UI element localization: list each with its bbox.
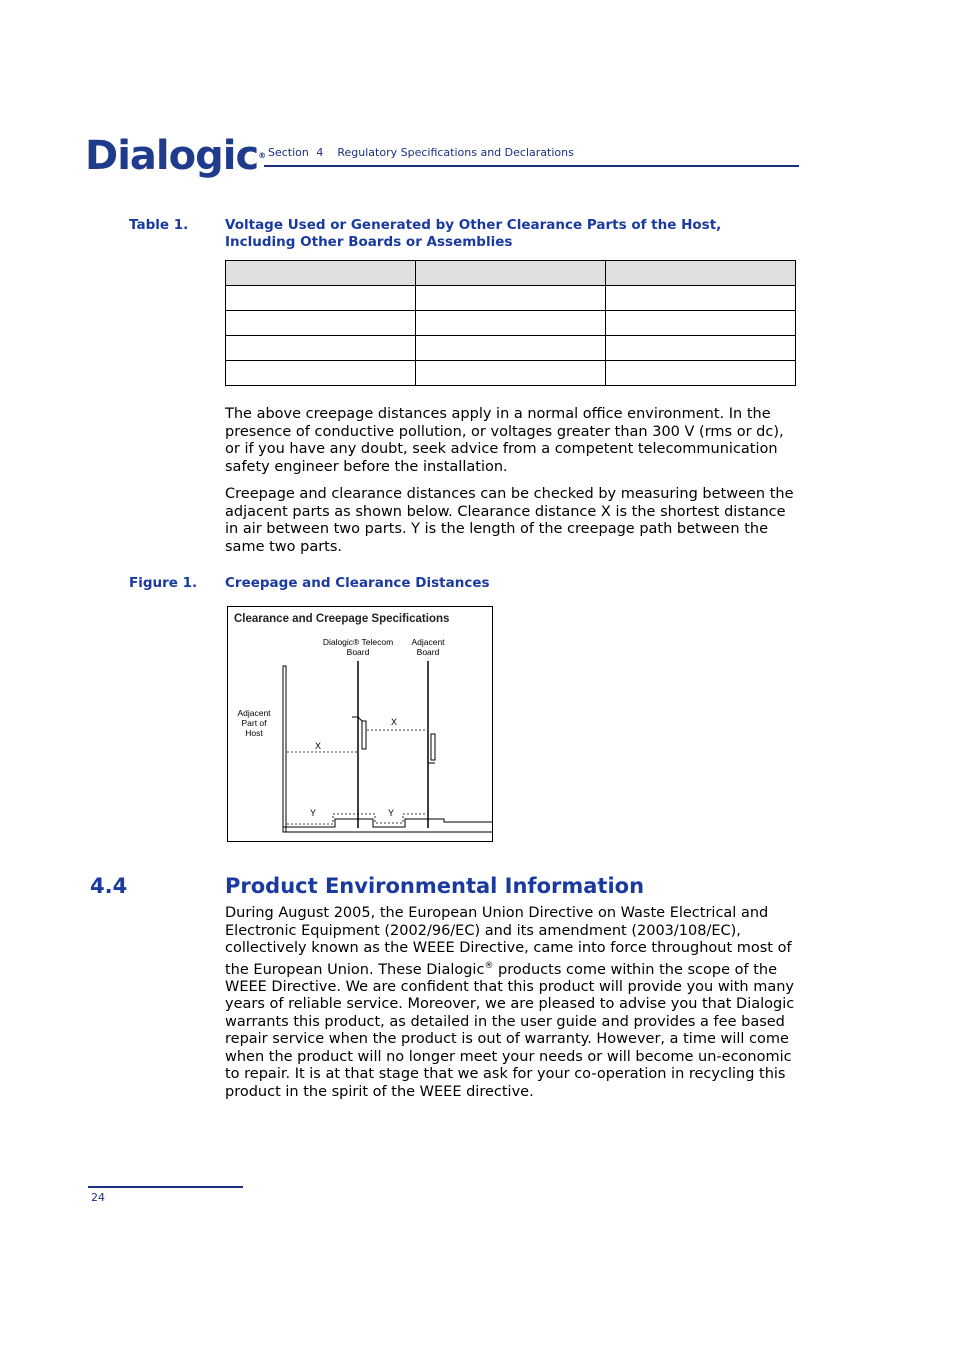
host-part [283,666,286,832]
creepage-y-label: Y [309,808,317,818]
clearance-x-label: X [314,741,322,751]
logo-text: Dialogic [85,133,259,179]
diagram-title: Clearance and Creepage Specifications [234,613,450,625]
header-section-label: Section [268,146,309,159]
table-caption-label: Table 1. [129,217,189,233]
dialogic-logo [85,132,266,180]
table-header-row [226,261,796,286]
paragraph-creepage-measurement: Creepage and clearance distances can be checked by measuring between the adjacent parts as shown below. Clearance distance X is the shortest distance in air between two parts. Y is the length of the creepage path between the same two parts. [225,486,794,555]
table-cell [416,311,606,336]
table-row [226,286,796,311]
creepage-y-label: Y [387,808,395,818]
section-number: 4.4 [90,874,128,898]
table-cell [226,311,416,336]
registered-mark: ® [484,960,494,971]
table-caption-line-1: Voltage Used or Generated by Other Clearance Parts of the Host, [225,217,722,233]
table-caption-line-2: Including Other Boards or Assemblies [225,234,513,250]
figure-caption-label: Figure 1. [129,575,198,591]
table-cell [606,286,796,311]
table-header-cell [606,261,796,286]
logo-mark: ® [258,151,267,160]
table-cell [226,361,416,386]
telecom-board-component [362,721,366,749]
table-cell [416,336,606,361]
host-label-line2: Part of [241,718,267,728]
table-header-cell [226,261,416,286]
host-label-line3: Host [245,728,263,738]
table-cell [226,286,416,311]
running-header [268,146,574,159]
host-label-line1: Adjacent [237,708,271,718]
adjacent-board-component [431,734,435,760]
header-rule [264,165,799,167]
table-caption-title [225,217,721,251]
weee-text-part1: During August 2005, the European Union Directive on Waste Electrical and Electronic Equipment (2002/96/EC) and its amendment (2003/108/EC), collectively known as the WEEE Directive, came into force throughout most of the European Union. These Dialogic [225,905,792,978]
table-cell [606,311,796,336]
board2-label-line1: Adjacent [411,637,445,647]
board2-label-line2: Board [416,647,440,657]
paragraph-creepage-environment: The above creepage distances apply in a normal office environment. In the presence of conductive pollution, or voltages greater than 300 V (rms or dc), or if you have any doubt, seek advice from a competent telecommunication safety engineer before the installation. [225,406,784,475]
weee-text-part2: products come within the scope of the WEEE Directive. We are confident that this product will provide you with many years of reliable service. Moreover, we are pleased to advise you that Dialogic warrants this product, as detailed in the user guide and provides a fee based repair service when the product is out of warranty. However, a time will come when the product will no longer meet your needs or will become un-economic to repair. It is at that stage that we ask for your co-operation in recycling this product in the spirit of the WEEE directive. [225,961,795,1100]
table-row [226,336,796,361]
section-title: Product Environmental Information [225,874,645,898]
table-row [226,361,796,386]
footer-rule [88,1186,243,1188]
board1-label-line1: Dialogic® Telecom [322,637,394,647]
header-section-number: 4 [316,146,324,159]
clearance-x-label: X [390,717,398,727]
creepage-clearance-diagram [227,606,493,842]
table-cell [416,286,606,311]
table-cell [226,336,416,361]
voltage-table [225,260,796,386]
header-section-title: Regulatory Specifications and Declarations [337,146,574,159]
board1-label-line2: Board [346,647,370,657]
page-number: 24 [91,1191,105,1204]
table-cell [416,361,606,386]
table-cell [606,361,796,386]
table-row [226,311,796,336]
paragraph-weee-directive [225,905,800,1101]
table-cell [606,336,796,361]
table-header-cell [416,261,606,286]
figure-caption-title: Creepage and Clearance Distances [225,575,490,591]
